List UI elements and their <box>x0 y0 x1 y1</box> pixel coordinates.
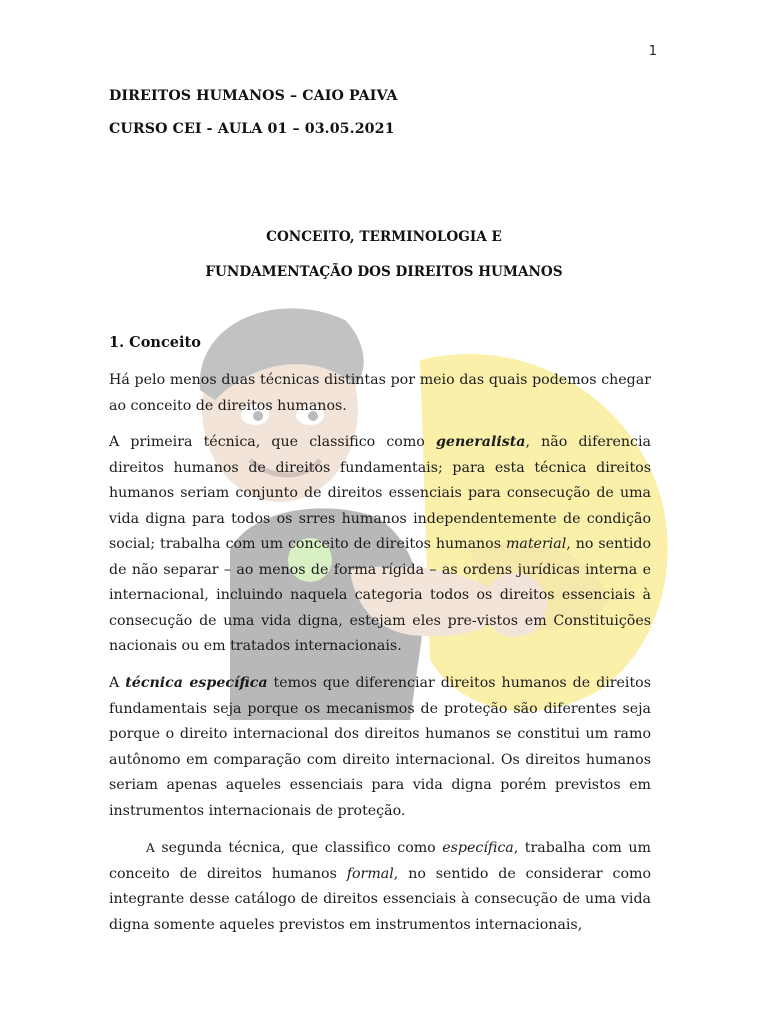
course-author-header: DIREITOS HUMANOS – CAIO PAIVA <box>109 88 398 104</box>
document-title-line-2: FUNDAMENTAÇÃO DOS DIREITOS HUMANOS <box>205 264 563 280</box>
paragraph-2-text-e: , no sentido de não separar – ao menos de forma rígida – as ordens jurídicas interna e internacional, incluindo naquela categoria todos os direitos essenciais à consecução de uma vida digna, estejam eles pre-vistos em Constituições nacionais ou em tratados internacionais. <box>109 536 651 654</box>
paragraph-4-text-f: , no sentido de considerar como integrante desse catálogo de direitos essenciais à consecução de uma vida digna somente aqueles previstos em instrumentos internacionais, <box>109 865 651 933</box>
page-number: 1 <box>648 44 657 59</box>
term-material: material <box>505 536 567 552</box>
paragraph-2 <box>109 430 651 660</box>
paragraph-4-text-d: , trabalha com um conceito de direitos humanos <box>109 840 651 882</box>
term-formal: formal <box>346 865 394 882</box>
paragraph-3 <box>109 671 651 824</box>
term-especifica: específica <box>442 840 514 856</box>
document-title-line-1: CONCEITO, TERMINOLOGIA E <box>266 229 502 245</box>
paragraph-1: Há pelo menos duas técnicas distintas por meio das quais podemos chegar ao conceito de direitos humanos. <box>109 372 651 414</box>
paragraph-4-text-a: A <box>146 841 155 855</box>
paragraph-4 <box>109 836 651 938</box>
paragraph-2-text-a: A primeira técnica, que classifico como <box>109 434 437 450</box>
course-class-header: CURSO CEI - AULA 01 – 03.05.2021 <box>109 121 395 137</box>
paragraph-3-text-c: temos que diferenciar direitos humanos de direitos fundamentais seja porque os mecanismos de proteção são diferentes seja porque o direito internacional dos direitos humanos se constitui um ramo autônomo em comparação com direito internacional. Os direitos humanos seriam apenas aqueles essenciais para vida digna porém previstos em instrumentos internacionais de proteção. <box>109 675 651 819</box>
term-generalista: generalista <box>436 434 526 450</box>
section-heading: 1. Conceito <box>109 334 201 351</box>
term-tecnica-especifica: técnica específica <box>125 675 268 691</box>
paragraph-3-text-a: A <box>109 675 126 691</box>
paragraph-4-text-b: segunda técnica, que classifico como <box>154 840 443 856</box>
paragraph-2-text-c: , não diferencia direitos humanos de direitos fundamentais; para esta técnica direitos humanos seriam conjunto de direitos essenciais para consecução de uma vida digna para todos os srres humanos independentemente de condição social; trabalha com um conceito de direitos humanos <box>109 434 651 552</box>
